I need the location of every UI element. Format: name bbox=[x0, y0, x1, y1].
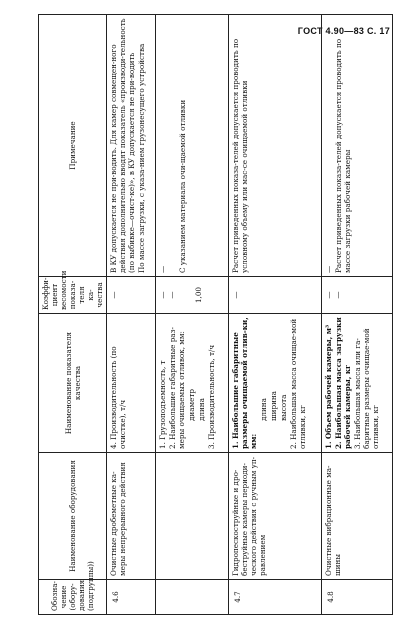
row-notes bbox=[322, 15, 393, 277]
row-notes bbox=[155, 15, 228, 277]
table-row bbox=[228, 15, 321, 615]
row-indicators bbox=[107, 314, 156, 453]
indicator-item: ширина bbox=[268, 391, 278, 421]
coef-value: — bbox=[324, 291, 334, 299]
row-notes bbox=[107, 15, 156, 277]
row-code: 4.8 bbox=[322, 580, 393, 615]
note-item: С указанием материала очи-щаемой отливки bbox=[177, 99, 187, 273]
indicator-item: 2. Наибольшие габаритные раз-меры очищаемых отливок, мм: bbox=[167, 327, 186, 449]
row-coefficients bbox=[322, 277, 393, 314]
header-equipment: Наименование оборудования bbox=[39, 453, 107, 580]
row-code bbox=[155, 580, 228, 615]
row-indicators bbox=[155, 314, 228, 453]
header-code: Обозна-чение (обору-дования (подгруппы)) bbox=[39, 580, 107, 615]
row-equipment: Очистные дробеметные ка-меры непрерывного действия bbox=[107, 453, 156, 580]
row-code: 4.7 bbox=[228, 580, 321, 615]
header-coef: Коэффи-циент весомости показа-теля ка-чества bbox=[39, 277, 107, 314]
row-equipment: Очистные вибрационные ма-шины bbox=[322, 453, 393, 580]
coef-value: — bbox=[230, 291, 240, 299]
row-notes bbox=[228, 15, 321, 277]
coef-value bbox=[342, 280, 351, 310]
row-equipment bbox=[155, 453, 228, 580]
row-indicators bbox=[228, 314, 321, 453]
indicator-item: диаметр bbox=[186, 389, 196, 421]
indicator-item: 1. Наибольшие габаритные размеры очищаемой отлив-ки, мм: bbox=[230, 317, 258, 449]
page-header: ГОСТ 4.90—83 С. 17 bbox=[297, 26, 390, 36]
indicator-item: высота bbox=[278, 394, 288, 421]
coef-value bbox=[267, 280, 276, 310]
equipment-quality-table bbox=[38, 14, 393, 615]
note-item: В КУ допускается не при-водить. Для камер совмещен-ного действия дополнительно вводят показатель «производи-тельность (по выбивке—очист-ке)», в КУ допускается не при-водить bbox=[109, 18, 136, 273]
coef-value: — bbox=[166, 291, 176, 299]
indicator-item: длина bbox=[258, 398, 268, 421]
row-indicators bbox=[322, 314, 393, 453]
note-item: Расчет приведенных показа-телей допускается проводить по условному объему или мас-се очищаемой отливки bbox=[230, 38, 249, 273]
note-item: — bbox=[324, 265, 334, 273]
coef-value bbox=[249, 280, 258, 310]
row-code: 4.6 bbox=[107, 580, 156, 615]
note-item: Расчет приведенных показа-телей допускается проводить по массе загрузки рабочей камеры bbox=[334, 38, 353, 273]
coef-value: — bbox=[333, 291, 343, 299]
note-item bbox=[168, 18, 177, 273]
indicator-item: 1. Объем рабочей камеры, м³ bbox=[324, 324, 334, 449]
row-equipment: Гидропескоструйные и дро-беструйные камеры периоди-ческого действия с ручным уп-равлением bbox=[228, 453, 321, 580]
coef-value: — bbox=[157, 291, 167, 299]
indicator-item: длина bbox=[196, 398, 206, 421]
coef-value bbox=[258, 280, 267, 310]
table-body bbox=[107, 15, 393, 615]
indicator-item: 3. Наибольшая масса или га-баритные размеры очищае-мой отливки, кг bbox=[353, 328, 381, 449]
table-row bbox=[107, 15, 156, 615]
coef-value bbox=[240, 280, 249, 310]
coef-value bbox=[185, 280, 194, 310]
header-indicator: Наименование показателя качества bbox=[39, 314, 107, 453]
table-row bbox=[155, 15, 228, 615]
coef-value: 1,00 bbox=[193, 287, 203, 304]
coef-value: — bbox=[109, 291, 118, 299]
note-item: — bbox=[157, 265, 167, 273]
indicator-item: 4. Производительность (по очистке), т/ч bbox=[109, 346, 127, 449]
indicator-item: 1. Грузоподъемность, т bbox=[157, 360, 167, 449]
table-header-row bbox=[39, 15, 107, 615]
row-coefficients bbox=[228, 277, 321, 314]
header-note: Примечание bbox=[39, 15, 107, 277]
note-item: По массе загрузки, с указа-нием грузонесущего устройства bbox=[137, 43, 146, 273]
indicator-item: 2. Наибольшая масса загрузки рабочей камеры, кг bbox=[334, 317, 353, 449]
table-row bbox=[322, 15, 393, 615]
row-coefficients bbox=[107, 277, 156, 314]
coef-value bbox=[176, 280, 185, 310]
indicator-item: 3. Производительность, т/ч bbox=[206, 344, 216, 449]
indicator-item: 2. Наибольшая масса очищае-мой отливки, кг bbox=[288, 318, 307, 449]
row-coefficients bbox=[155, 277, 228, 314]
